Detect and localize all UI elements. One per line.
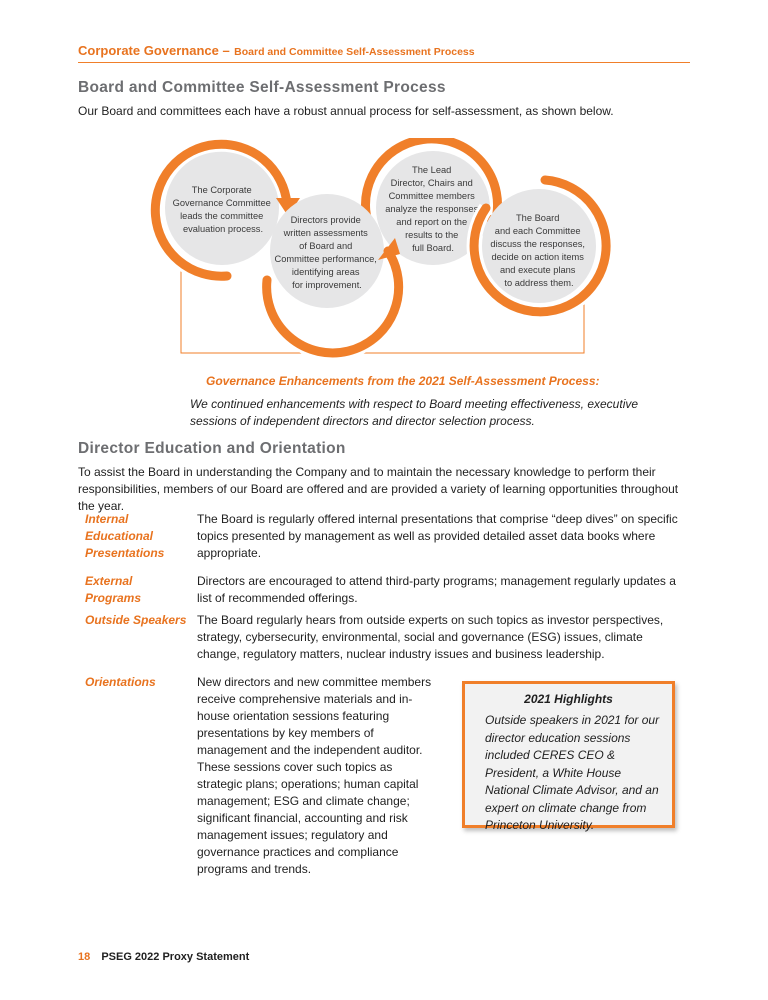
page-header: [78, 42, 690, 63]
header-title: Corporate Governance –: [78, 43, 230, 58]
row-text-orientations: New directors and new committee members receive comprehensive materials and in-house orientation sessions featuring presentations by key members of management and the independent auditor. These sessions cover such topics as strategic plans; operations; human capital management; ESG and climate change; significant financial, accounting and risk management issues; regulatory and governance practices and compliance programs and trends.: [197, 675, 432, 876]
highlights-box: [462, 681, 675, 832]
section-heading-education: Director Education and Orientation: [78, 440, 346, 457]
enhancements-body: We continued enhancements with respect to Board meeting effectiveness, executive sessions of independent directors and director selection process.: [190, 397, 639, 428]
row-text-external: Directors are encouraged to attend third-party programs; management regularly updates a list of recommended offerings.: [197, 574, 676, 605]
row-label-orientations: Orientations: [85, 675, 156, 689]
section-intro-education: To assist the Board in understanding the Company and to maintain the necessary knowledge to perform their responsibilities, members of our Board are offered and are provided a variety of learning opportunities throughout the year.: [78, 465, 679, 513]
step4-text: The Board and each Committee discuss the responses, decide on action items and execute plans to address them.: [490, 213, 585, 288]
highlights-title: 2021 Highlights: [524, 692, 613, 706]
row-text-internal: The Board is regularly offered internal presentations that comprise “deep dives” on specific topics presented by management as well as provided detailed asset data books where appropriate.: [197, 512, 678, 560]
highlights-body: Outside speakers in 2021 for our director education sessions included CERES CEO & President, a White House National Climate Advisor, and an expert on climate change from Princeton University.: [485, 713, 660, 832]
row-label-speakers: Outside Speakers: [85, 613, 187, 627]
section-heading-self-assessment: Board and Committee Self-Assessment Process: [78, 79, 446, 96]
section-intro-self-assessment: Our Board and committees each have a robust annual process for self-assessment, as shown below.: [78, 104, 614, 118]
step2-text: Directors provide written assessments of Board and Committee performance, identifying areas for improvement.: [274, 215, 377, 290]
row-label-internal: Internal Educational Presentations: [85, 512, 165, 560]
step1-text: The Corporate Governance Committee leads the committee evaluation process.: [172, 185, 271, 234]
step3-text: The Lead Director, Chairs and Committee members analyze the responses and report on the results to the full Board.: [385, 165, 479, 253]
self-assessment-diagram: [150, 138, 620, 358]
row-text-speakers: The Board regularly hears from outside experts on such topics as investor perspectives, strategy, cybersecurity, environmental, social and governance (ESG) issues, climate change, regulatory matters, nuclear industry issues and business leadership.: [197, 613, 664, 661]
header-subtitle: Board and Committee Self-Assessment Process: [234, 46, 475, 58]
page-number: 18: [78, 951, 91, 963]
document-name: PSEG 2022 Proxy Statement: [101, 951, 250, 963]
page-footer: [78, 951, 249, 963]
row-label-external: External Programs: [85, 574, 142, 605]
enhancements-title: Governance Enhancements from the 2021 Self-Assessment Process:: [206, 374, 600, 388]
